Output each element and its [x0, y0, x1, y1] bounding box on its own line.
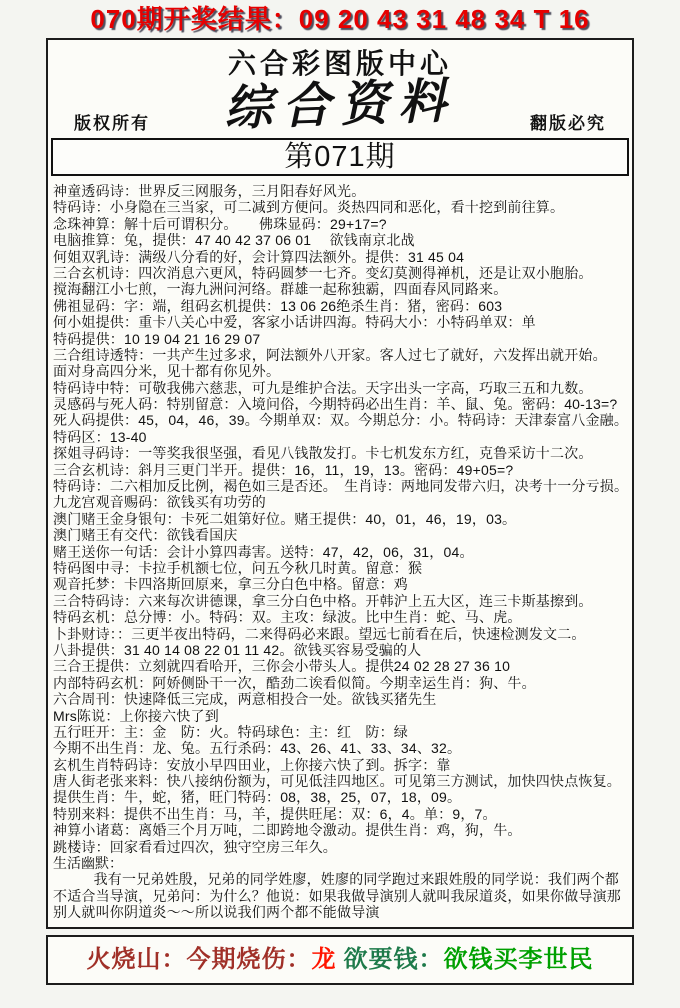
- humor-label: 生活幽默：: [53, 855, 123, 872]
- tip-line: 观音托梦：卡四洛斯回原来，拿三分白色中格。留意：鸡: [53, 576, 408, 593]
- tip-line: 玄机生肖特码诗：安放小早四田业，上你接六快了到。拆字：靠: [53, 756, 451, 773]
- tip-line: 特码图中寻：卡拉手机额七位，问五今秋几时黄。留意：猴: [53, 559, 423, 576]
- site-title: 六合彩图版中心: [227, 49, 452, 80]
- tip-line: 提供生肖：牛，蛇，猪，旺门特码：08，38，25，07，18，09。: [53, 789, 462, 806]
- tip-line: 三合王提供：立刻就四看哈开，三你会小带头人。提供24 02 28 27 36 10: [53, 658, 511, 675]
- tip-line: 八卦提供：31 40 14 08 22 01 11 42。欲钱买容易受骗的人: [53, 641, 422, 658]
- humor-section: [48, 855, 632, 927]
- tip-line: Mrs陈说：上你接六快了到: [53, 707, 219, 724]
- humor-text: 我有一兄弟姓殷，兄弟的同学姓廖，姓廖的同学跑过来跟姓殷的同学说：我们两个都不适合当导演，兄弟问：为什么？他说：如果我做导演别人就叫我尿道炎，如果你做导演那别人就叫你阴道炎～～所以说我们两个都不能做导演: [53, 871, 621, 921]
- issue-number: 第071期: [284, 141, 396, 173]
- footer-hint-segment: 龙: [311, 946, 337, 973]
- tip-line: 卜卦财诗：：三更半夜出特码，二来得码必来跟。望远七前看在后，快速检测发文二。: [53, 625, 586, 642]
- anti-piracy-note: 翻版必究: [530, 114, 606, 133]
- tip-line: 唐人街老张来料：快八接纳份额为，可见低洼四地区。可见第三方测试，加快四快点恢复。: [53, 773, 621, 790]
- tip-line: 神童透码诗：世界反三网服务，三月阳春好风光。: [53, 183, 366, 199]
- tip-line: 何小姐提供：重卡八关心中爱，客家小话讲四海。特码大小：小特码单双：单: [53, 314, 536, 331]
- tip-line: 死人码提供：45，04，46，39。今期单双：双。今期总分：小。特码诗：天津泰富八金融。: [53, 412, 628, 429]
- tip-line: 特码玄机：总分博：小。特码：双。主攻：绿波。比中生肖：蛇、马、虎。: [53, 609, 522, 626]
- tip-line: 五行旺开：主：金 防：火。特码球色：主：红 防：绿: [53, 723, 408, 740]
- tip-line: 特码诗：小身隐在三当家，可二减到方便问。炎热四同和恶化，看十挖到前往算。: [53, 199, 565, 216]
- masthead: [48, 40, 632, 138]
- tip-line: 何姐双乳诗：满级八分看的好，会计算四法额外。提供：31 45 04: [53, 248, 465, 265]
- tip-line: 三合组诗透特：一共产生过多求，阿法额外八开家。客人过七了就好，六发挥出就开始。: [53, 346, 607, 363]
- tip-line: 赌王送你一句话：会计小算四毒害。送特：47，42，06，31，04。: [53, 543, 474, 560]
- footer-hint-box: [46, 935, 634, 985]
- tip-line: 电脑推算：兔，提供：47 40 42 37 06 01 欲钱南京北战: [53, 232, 415, 249]
- issue-number-box: [51, 138, 629, 176]
- tip-line: 念珠神算：解十后可谓积分。 佛珠显码：29+17=?: [53, 215, 387, 232]
- tip-line: 佛祖显码：字：端，组码玄机提供：13 06 26绝杀生肖：猪，密码：603: [53, 297, 503, 314]
- tip-line: 三合玄机诗：斜月三更门半开。提供：16，11，19，13。密码：49+05=?: [53, 461, 514, 478]
- tip-line: 特码区：13-40: [53, 428, 147, 445]
- tip-line: 跳楼诗：回家看看过四次，独守空房三年久。: [53, 838, 337, 855]
- tip-line: 内部特码玄机：阿娇侧卧干一次，酷劲二诶看似简。今期幸运生肖：狗、牛。: [53, 674, 536, 691]
- tip-line: 探姐寻码诗：一等奖我很坚强，看见八钱散发打。卡七机发东方红，克鲁采访十二次。: [53, 445, 593, 462]
- tip-line: 今期不出生肖：龙、兔。五行杀码：43、26、41、33、34、32。: [53, 740, 462, 757]
- tip-line: 特别来料：提供不出生肖：马，羊，提供旺尾：双：6，4。单：9，7。: [53, 805, 497, 822]
- tip-line: 特码诗：二六相加反比例，褐色如三是否还。 生肖诗：两地同发带六归，决考十一分亏损。: [53, 478, 628, 495]
- tip-line: 澳门赌王有交代：欲钱看国庆: [53, 527, 238, 544]
- tips-list: [48, 176, 632, 855]
- tip-line: 六合周刊：快速降低三完成，两意相投合一处。欲钱买猪先生: [53, 691, 437, 708]
- tip-line: 澳门赌王金身银句：卡死二姐第好位。赌王提供：40，01，46，19，03。: [53, 510, 517, 527]
- tip-line: 三合特码诗：六来每次讲德课，拿三分白色中格。开韩沪上五大区，连三卡斯基擦到。: [53, 592, 593, 609]
- calligraphy-title: 综合资料: [223, 74, 458, 137]
- tip-line: 灵感码与死人码：特别留意：入境问俗，今期特码必出生肖：羊、鼠、兔。密码：40-13=?: [53, 396, 618, 413]
- tip-line: 特码诗中特：可敬我佛六慈悲，可九是维护合法。天字出头一字高，巧取三五和九数。: [53, 379, 593, 396]
- tip-line: 特码提供：10 19 04 21 16 29 07: [53, 330, 261, 347]
- copyright-note: 版权所有: [74, 114, 150, 133]
- tip-line: 九龙宫观音赐码：欲钱买有功劳的: [53, 494, 266, 511]
- tip-line: 神算小诸葛：离婚三个月万吨，二即跨地令激动。提供生肖：鸡，狗，牛。: [53, 822, 522, 839]
- main-content-box: [46, 38, 634, 929]
- footer-hint-segment: 欲要钱：: [336, 946, 444, 973]
- footer-hint-segment: 欲钱买李世民: [443, 946, 594, 973]
- draw-result-banner: 070期开奖结果：09 20 43 31 48 34 T 16: [90, 4, 590, 34]
- tip-line: 面对身高四分米，见十都有你见外。: [53, 363, 281, 380]
- tip-line: 三合玄机诗：四次消息六更风，特码圆梦一七齐。变幻莫测得禅机，还是让双小胞胎。: [53, 264, 593, 281]
- tip-line: 搅海翻江小七煎，一海九洲问河络。群雄一起称独霸，四面春风同路来。: [53, 281, 508, 298]
- footer-hint-segment: 火烧山：今期烧伤：: [86, 946, 312, 973]
